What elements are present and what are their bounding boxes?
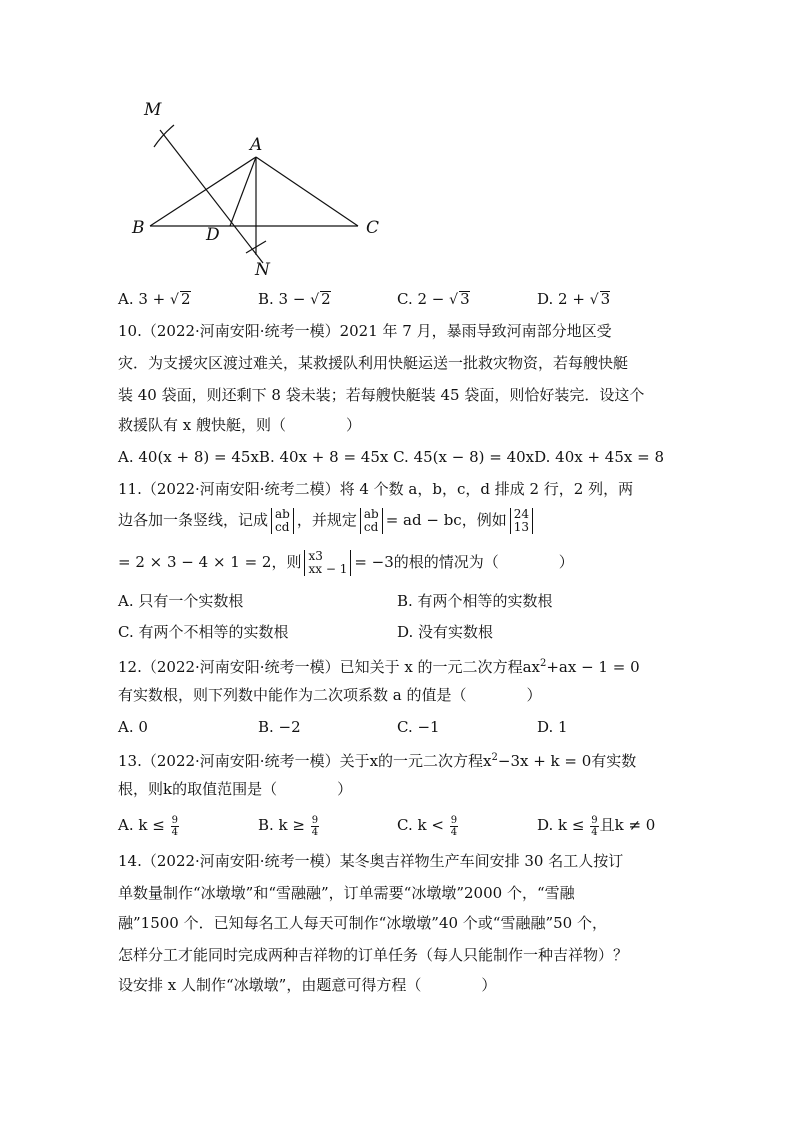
- q13-option-c: C. k < $\frac{9}{4}$: [397, 814, 458, 838]
- q12-option-d: D. 1: [537, 718, 568, 736]
- q12-option-c: C. −1: [397, 718, 440, 736]
- label-d: D: [206, 225, 220, 245]
- q14-line-1: 14.（2022·河南安阳·统考一模）某冬奥吉祥物生产车间安排 30 名工人按订: [118, 852, 624, 870]
- q10-line-2: 灾．为支援灾区渡过难关，某救援队利用快艇运送一批救灾物资，若每艘快艇: [118, 354, 629, 372]
- q14-line-2: 单数量制作“冰墩墩”和“雪融融”，订单需要“冰墩墩”2000 个，“雪融: [118, 884, 575, 902]
- q14-line-4: 怎样分工才能同时完成两种吉祥物的订单任务（每人只能制作一种吉祥物）？: [118, 946, 629, 964]
- segment-ac: [256, 157, 358, 226]
- det-notation: ab cd: [271, 508, 294, 534]
- q10-line-4: 救援队有 x 艘快艇，则（ ）: [118, 416, 361, 434]
- q12-line-2: 有实数根，则下列数中能作为二次项系数 a 的值是（ ）: [118, 686, 542, 704]
- q9-option-d: D. 2 + √ 3: [537, 290, 611, 308]
- q13-option-b: B. k ≥ $\frac{9}{4}$: [258, 814, 319, 838]
- q14-line-3: 融”1500 个．已知每名工人每天可制作“冰墩墩”40 个或“雪融融”50 个，: [118, 914, 607, 932]
- q11-option-c: C. 有两个不相等的实数根: [118, 623, 289, 641]
- q9-option-c: C. 2 − √ 3: [397, 290, 470, 308]
- q11-option-b: B. 有两个相等的实数根: [397, 592, 553, 610]
- q12-option-a: A. 0: [118, 718, 148, 736]
- q9-option-a: A. 3 + √ 2: [118, 290, 191, 308]
- q13-option-a: A. k ≤ $\frac{9}{4}$: [118, 814, 178, 838]
- geometry-figure: [118, 95, 408, 285]
- q12-option-b: B. −2: [258, 718, 301, 736]
- q11-option-d: D. 没有实数根: [397, 623, 494, 641]
- det-rule: ab cd: [360, 508, 383, 534]
- label-c: C: [366, 218, 380, 238]
- label-a: A: [250, 135, 263, 155]
- q10-line-1: 10.（2022·河南安阳·统考一模）2021 年 7 月，暴雨导致河南部分地区受: [118, 322, 612, 340]
- q11-option-a: A. 只有一个实数根: [118, 592, 244, 610]
- q10-line-3: 装 40 袋面，则还剩下 8 袋未装；若每艘快艇装 45 袋面，则恰好装完．设这个: [118, 386, 645, 404]
- q11-line-3: = 2 × 3 − 4 × 1 = 2，则 x3 xx − 1 = −3的根的情况为（ ）: [118, 549, 574, 576]
- label-m: M: [144, 100, 162, 120]
- q11-line-1: 11.（2022·河南安阳·统考二模）将 4 个数 a，b，c，d 排成 2 行，2 列，两: [118, 480, 634, 498]
- q13-option-d: D. k ≤ $\frac{9}{4}$ 且k ≠ 0: [537, 814, 656, 838]
- q9-option-b: B. 3 − √ 2: [258, 290, 331, 308]
- det-example: 24 13: [510, 508, 533, 534]
- label-b: B: [132, 218, 145, 238]
- q11-line-2: 边各加一条竖线，记成 ab cd ，并规定 ab cd = ad − bc，例如 24 13: [118, 508, 536, 534]
- q10-options: A. 40(x + 8) = 45xB. 40x + 8 = 45x C. 45(x − 8) = 40xD. 40x + 45x = 8: [118, 448, 664, 466]
- segment-ab: [150, 157, 256, 226]
- q12-line-1: 12.（2022·河南安阳·统考一模）已知关于 x 的一元二次方程$ax^2+ax - 1 = 0$: [118, 658, 640, 676]
- q13-line-2: 根，则k的取值范围是（ ）: [118, 780, 353, 798]
- segment-ad: [230, 157, 256, 226]
- q13-line-1: 13.（2022·河南安阳·统考一模）关于x的一元二次方程$x^2-3x + k = 0$有实数: [118, 752, 637, 770]
- q14-line-5: 设安排 x 人制作“冰墩墩”，由题意可得方程（ ）: [118, 976, 497, 994]
- det-equation: x3 xx − 1: [304, 550, 351, 576]
- label-n: N: [255, 260, 270, 280]
